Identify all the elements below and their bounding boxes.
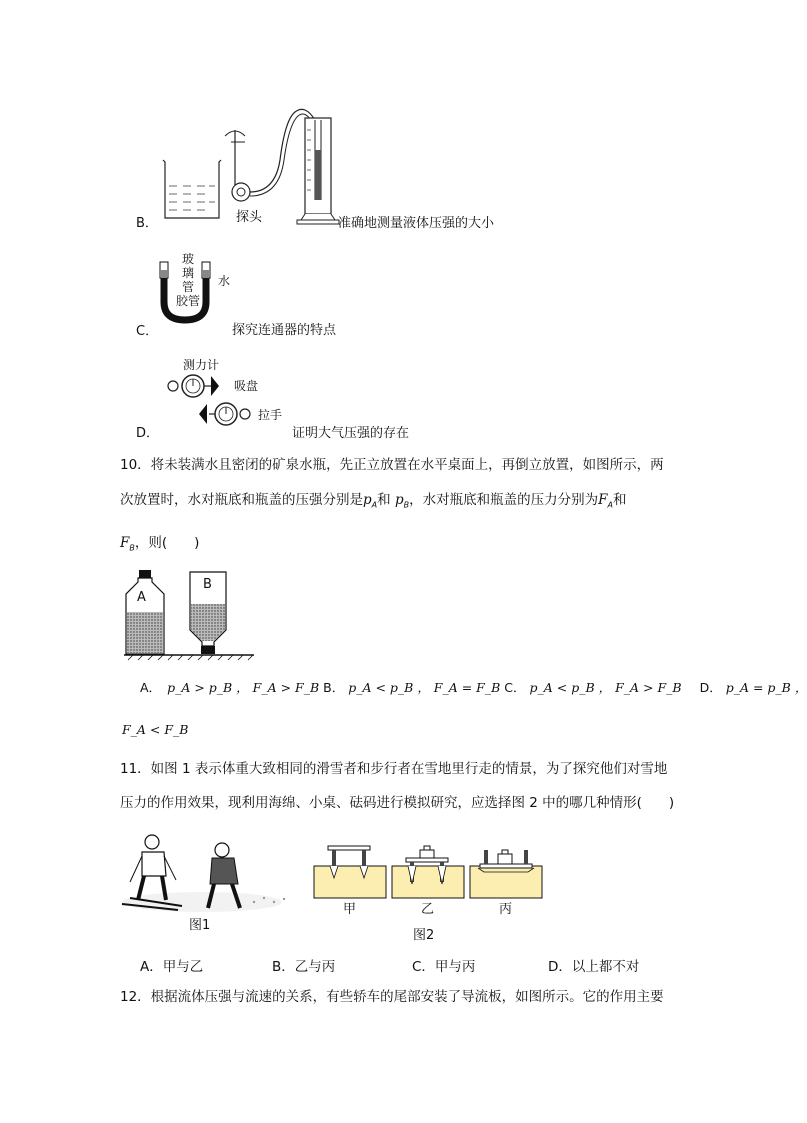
glass-label-1: 玻 [182, 252, 195, 266]
panel-jia-label: 甲 [343, 902, 357, 917]
q11-option-a: A．甲与乙 [140, 959, 204, 975]
q10-options-line: A． p_A > p_B ， F_A > F_B B． p_A < p_B ， F_A = F_B C． p_A < p_B ， F_A > F_B D． p_A = p_B ， [140, 680, 807, 695]
q11-option-c: C．甲与丙 [412, 959, 476, 975]
option-d-letter: D． [136, 426, 160, 441]
handle-label: 拉手 [258, 408, 283, 422]
option-b-letter: B． [136, 216, 158, 231]
figure-2-label: 图2 [413, 928, 435, 943]
probe-label: 探头 [236, 210, 263, 225]
glass-label-2: 璃 [182, 266, 195, 280]
bottles-figure [124, 568, 264, 660]
q10-line3: $F_B$，则( ) [120, 535, 200, 553]
q12-line1: 12．根据流体压强与流速的关系，有些轿车的尾部安装了导流板，如图所示。它的作用主要 [120, 989, 664, 1005]
bottle-b-label: B [203, 577, 212, 592]
q10-option-d-cont: F_A < F_B [122, 722, 189, 737]
sponge-table-figure [314, 844, 554, 900]
panel-yi-label: 乙 [421, 902, 435, 917]
option-c-caption: 探究连通器的特点 [232, 323, 337, 338]
q10-line1: 10．将未装满水且密闭的矿泉水瓶，先正立放置在水平桌面上，再倒立放置，如图所示，两 [120, 457, 664, 473]
bottle-a-label: A [137, 590, 146, 605]
panel-bing-label: 丙 [499, 902, 513, 917]
option-d-caption: 证明大气压强的存在 [292, 426, 410, 441]
rubber-tube-label: 胶管 [176, 294, 201, 308]
option-b-caption: 准确地测量液体压强的大小 [338, 216, 495, 231]
glass-label-3: 管 [182, 280, 195, 294]
sucker-label: 吸盘 [234, 379, 259, 393]
figure-1-label: 图1 [189, 918, 211, 933]
q11-option-d: D．以上都不对 [548, 959, 640, 975]
q11-option-b: B．乙与丙 [272, 959, 336, 975]
q11-line1: 11．如图 1 表示体重大致相同的滑雪者和步行者在雪地里行走的情景，为了探究他们对雪地 [120, 761, 668, 777]
water-label: 水 [218, 274, 231, 288]
skier-walker-figure [122, 832, 288, 916]
q10-line2: 次放置时，水对瓶底和瓶盖的压强分别是$p_A$和 $p_B$，水对瓶底和瓶盖的压力分别为$F_A$和 [120, 492, 627, 510]
option-c-letter: C． [136, 324, 159, 339]
dynamometer-label: 测力计 [183, 358, 220, 372]
q11-line2: 压力的作用效果，现利用海绵、小桌、砝码进行模拟研究，应选择图 2 中的哪几种情形( ) [120, 795, 675, 811]
